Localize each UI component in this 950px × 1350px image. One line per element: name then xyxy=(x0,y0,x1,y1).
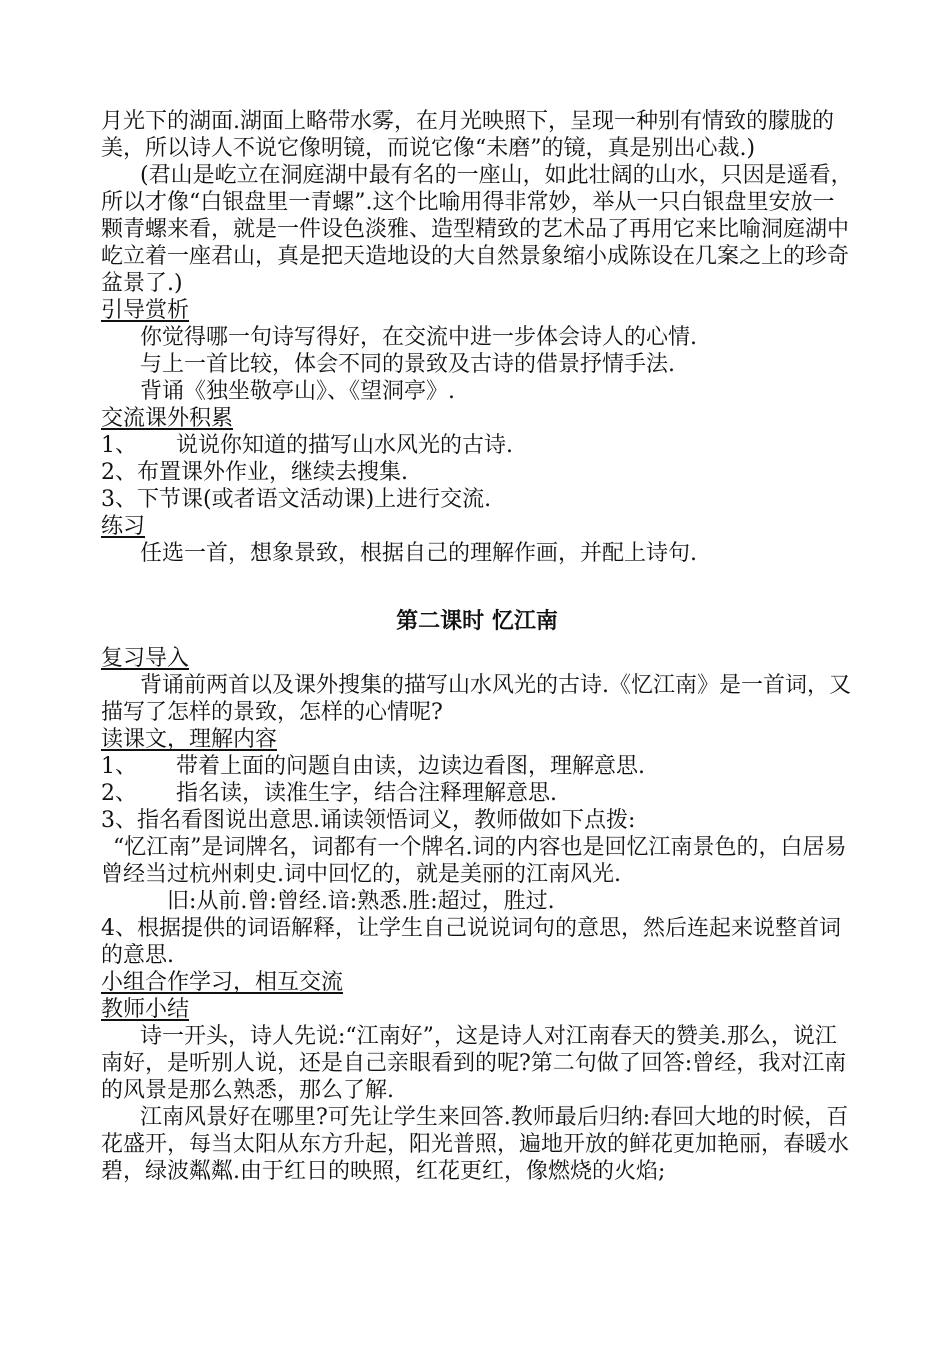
heading-summary: 教师小结 xyxy=(101,997,190,1022)
exchange-item-3: 3、下节课(或者语文活动课)上进行交流. xyxy=(101,487,492,512)
heading-review: 复习导入 xyxy=(101,646,190,671)
read-item-2 xyxy=(101,780,853,807)
summary-paragraph-1: 诗一开头，诗人先说:“江南好”，这是诗人对江南春天的赞美.那么，说江南好，是听别人说，还是自己亲眼看到的呢?第二句做了回答:曾经，我对江南的风景是那么熟悉，那么了解. xyxy=(101,1024,847,1103)
read-item-1 xyxy=(101,753,853,780)
heading-read: 读课文，理解内容 xyxy=(101,727,278,752)
guide-item-2: 与上一首比较，体会不同的景致及古诗的借景抒情手法. xyxy=(140,352,675,377)
paragraph-junshan: (君山是屹立在洞庭湖中最有名的一座山，如此壮阔的山水，只因是遥看，所以才像“白银盘里一青螺”.这个比喻用得非常妙，举从一只白银盘里安放一颗青螺来看，就是一件设色淡雅、造型精致的艺术品了再用它来比喻洞庭湖中屹立着一座君山，真是把天造地设的大自然景象缩小成陈设在几案之上的珍奇盆景了.) xyxy=(101,163,853,296)
read-item-3: 3、指名看图说出意思.诵读领悟词义，教师做如下点拨: xyxy=(101,808,636,833)
exchange-item-1 xyxy=(101,432,853,459)
exchange-item-2: 2、布置课外作业，继续去搜集. xyxy=(101,460,408,485)
heading-exchange: 交流课外积累 xyxy=(101,406,234,431)
guide-item-3: 背诵《独坐敬亭山》、《望洞亭》. xyxy=(140,379,455,404)
read-item-3-glossary: 旧:从前.曾:曾经.谙:熟悉.胜:超过，胜过. xyxy=(167,889,555,914)
document-page xyxy=(101,108,853,1185)
read-item-2-text: 指名读，读准生字，结合注释理解意思. xyxy=(176,781,557,806)
paragraph-lake: 月光下的湖面.湖面上略带水雾，在月光映照下，呈现一种别有情致的朦胧的美，所以诗人不说它像明镜，而说它像“未磨”的镜，真是别出心裁.) xyxy=(101,109,834,161)
practice-item-1: 任选一首，想象景致，根据自己的理解作画，并配上诗句. xyxy=(140,541,697,566)
read-item-1-number: 1、 xyxy=(101,754,137,779)
lesson-title: 第二课时 忆江南 xyxy=(396,609,558,634)
read-item-4: 4、根据提供的词语解释，让学生自己说说词句的意思，然后连起来说整首词的意思. xyxy=(101,916,841,968)
heading-group: 小组合作学习，相互交流 xyxy=(101,970,344,995)
exchange-item-1-text: 说说你知道的描写山水风光的古诗. xyxy=(176,433,513,458)
exchange-item-1-number: 1、 xyxy=(101,433,137,458)
guide-item-1: 你觉得哪一句诗写得好，在交流中进一步体会诗人的心情. xyxy=(140,325,697,350)
review-paragraph: 背诵前两首以及课外搜集的描写山水风光的古诗.《忆江南》是一首词，又描写了怎样的景致，怎样的心情呢? xyxy=(101,673,851,725)
read-item-1-text: 带着上面的问题自由读，边读边看图，理解意思. xyxy=(176,754,645,779)
heading-guide: 引导赏析 xyxy=(101,298,190,323)
read-item-3-explanation: “忆江南”是词牌名，词都有一个牌名.词的内容也是回忆江南景色的，白居易曾经当过杭州刺史.词中回忆的，就是美丽的江南风光. xyxy=(101,835,847,887)
heading-practice: 练习 xyxy=(101,514,146,539)
summary-paragraph-2: 江南风景好在哪里?可先让学生来回答.教师最后归纳:春回大地的时候，百花盛开，每当太阳从东方升起，阳光普照，遍地开放的鲜花更加艳丽，春暖水碧，绿波粼粼.由于红日的映照，红花更红，像燃烧的火焰; xyxy=(101,1105,850,1184)
read-item-2-number: 2、 xyxy=(101,781,137,806)
